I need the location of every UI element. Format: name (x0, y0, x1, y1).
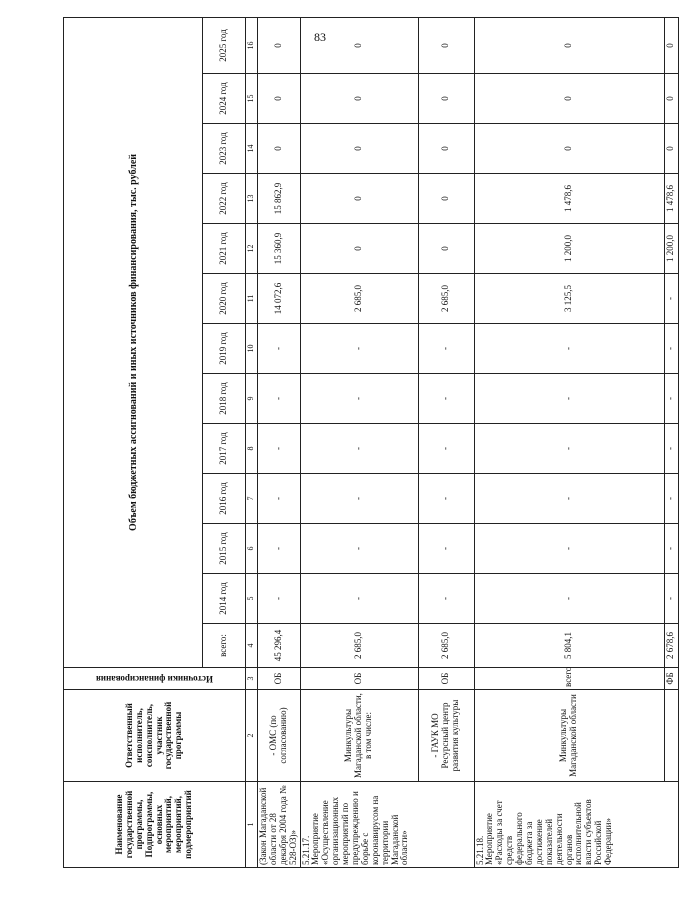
row-year-value: 0 (418, 74, 474, 124)
header-total: всего: (203, 624, 246, 668)
row-year-value: 2 685,0 (300, 274, 418, 324)
row-year-value: - (664, 424, 678, 474)
header-year: 2020 год (203, 274, 246, 324)
row-year-value: 1 200,0 (664, 224, 678, 274)
column-number-row (246, 17, 258, 867)
row-year-value: 0 (300, 124, 418, 174)
col-number: 12 (246, 224, 258, 274)
row-year-value: 0 (258, 124, 301, 174)
row-year-value: - (664, 274, 678, 324)
col-number: 3 (246, 668, 258, 690)
row-responsible: - ГАУК МО Ресурсный центр развития культуры (418, 690, 474, 782)
row-year-value: - (300, 524, 418, 574)
header-year: 2024 год (203, 74, 246, 124)
row-year-value: 0 (664, 124, 678, 174)
row-year-value: 3 125,5 (474, 274, 664, 324)
col-number: 7 (246, 474, 258, 524)
header-year: 2016 год (203, 474, 246, 524)
col-number: 14 (246, 124, 258, 174)
row-source: ОБ (300, 668, 418, 690)
page-number: 83 (314, 30, 326, 44)
row-source: ФБ (664, 668, 678, 690)
col-number: 6 (246, 524, 258, 574)
row-year-value: - (418, 324, 474, 374)
header-volume: Объем бюджетных ассигнований и иных источников финансирования, тыс. рублей (64, 17, 203, 667)
row-year-value: 1 478,6 (664, 174, 678, 224)
col-number: 5 (246, 574, 258, 624)
header-year: 2019 год (203, 324, 246, 374)
row-source: ОБ (258, 668, 301, 690)
table-row (474, 17, 664, 867)
header-year: 2023 год (203, 124, 246, 174)
row-source: ОБ (418, 668, 474, 690)
col-number: 2 (246, 690, 258, 782)
rotated-table-container (63, 18, 676, 868)
header-name: Наименование государственной программы, Подпрограммы, основных мероприятий, мероприятий, подмероприятий (64, 782, 246, 868)
header-year: 2018 год (203, 374, 246, 424)
row-year-value: 0 (664, 74, 678, 124)
row-total: 2 685,0 (418, 624, 474, 668)
row-year-value: - (664, 574, 678, 624)
header-year: 2022 год (203, 174, 246, 224)
row-year-value: 1 478,6 (474, 174, 664, 224)
row-year-value: 0 (474, 124, 664, 174)
row-year-value: - (258, 574, 301, 624)
row-source: всего (474, 668, 664, 690)
row-year-value: - (418, 524, 474, 574)
row-total: 5 804,1 (474, 624, 664, 668)
col-number: 4 (246, 624, 258, 668)
row-year-value: 0 (418, 224, 474, 274)
row-year-value: - (664, 524, 678, 574)
table-row (300, 17, 418, 867)
header-year: 2017 год (203, 424, 246, 474)
table-row (664, 17, 678, 867)
row-year-value: 2 685,0 (418, 274, 474, 324)
row-year-value: - (418, 374, 474, 424)
table-row (258, 17, 301, 867)
col-number: 10 (246, 324, 258, 374)
row-year-value: - (300, 474, 418, 524)
row-year-value: 1 200,0 (474, 224, 664, 274)
row-responsible: - ОМС (по согласованию) (258, 690, 301, 782)
header-responsible: Ответственный исполнитель, соисполнитель, участник государственной программы (64, 690, 246, 782)
col-number: 13 (246, 174, 258, 224)
col-number: 15 (246, 74, 258, 124)
row-year-value: - (664, 474, 678, 524)
row-responsible (664, 690, 678, 782)
header-source (64, 668, 246, 690)
row-responsible: Минкультуры Магаданской области, в том числе: (300, 690, 418, 782)
header-year: 2014 год (203, 574, 246, 624)
row-name: 5.21.17. Мероприятие «Осуществление организационных мероприятий по предупреждению и борьбе с коронавирусом на территории Магаданской области» (300, 782, 474, 868)
row-year-value: - (258, 374, 301, 424)
row-year-value: 0 (418, 124, 474, 174)
row-year-value: - (474, 524, 664, 574)
row-name: (Закон Магаданской области от 28 декабря 2004 года № 528-ОЗ)» (258, 782, 301, 868)
row-responsible: Минкультуры Магаданской области (474, 690, 664, 782)
row-year-value: - (300, 574, 418, 624)
col-number: 1 (246, 782, 258, 868)
row-year-value: - (300, 424, 418, 474)
table-row (418, 17, 474, 867)
row-year-value: 0 (418, 174, 474, 224)
row-year-value: - (664, 324, 678, 374)
row-year-value: - (258, 524, 301, 574)
header-year: 2025 год (203, 17, 246, 73)
row-year-value: 0 (300, 224, 418, 274)
row-year-value: - (418, 574, 474, 624)
row-year-value: 0 (300, 17, 418, 73)
row-total: 45 296,4 (258, 624, 301, 668)
row-year-value: - (258, 324, 301, 374)
row-year-value: - (418, 424, 474, 474)
row-year-value: - (474, 424, 664, 474)
header-year: 2021 год (203, 224, 246, 274)
row-year-value: 15 862,9 (258, 174, 301, 224)
col-number: 11 (246, 274, 258, 324)
row-year-value: - (474, 474, 664, 524)
row-total: 2 678,6 (664, 624, 678, 668)
row-year-value: - (300, 374, 418, 424)
row-year-value: 0 (300, 174, 418, 224)
row-year-value: 15 360,9 (258, 224, 301, 274)
col-number: 16 (246, 17, 258, 73)
row-total: 2 685,0 (300, 624, 418, 668)
row-year-value: 0 (300, 74, 418, 124)
row-year-value: - (300, 324, 418, 374)
col-number: 9 (246, 374, 258, 424)
row-year-value: 14 072,6 (258, 274, 301, 324)
row-year-value: - (418, 474, 474, 524)
row-year-value: 0 (474, 74, 664, 124)
row-year-value: 0 (664, 17, 678, 73)
row-year-value: 0 (258, 74, 301, 124)
row-year-value: 0 (258, 17, 301, 73)
row-year-value: - (258, 474, 301, 524)
row-year-value: - (474, 574, 664, 624)
row-year-value: 0 (418, 17, 474, 73)
row-year-value: - (664, 374, 678, 424)
header-year: 2015 год (203, 524, 246, 574)
row-year-value: - (474, 324, 664, 374)
row-name: 5.21.18. Мероприятие «Расходы за счет средств федерального бюджета за достижение показателей деятельности органов исполнительной власти субъектов Российской Федерации» (474, 782, 678, 868)
row-year-value: 0 (474, 17, 664, 73)
header-source-label: Источники финансирования (96, 674, 213, 685)
row-year-value: - (258, 424, 301, 474)
row-year-value: - (474, 374, 664, 424)
col-number: 8 (246, 424, 258, 474)
financing-table (63, 17, 679, 868)
